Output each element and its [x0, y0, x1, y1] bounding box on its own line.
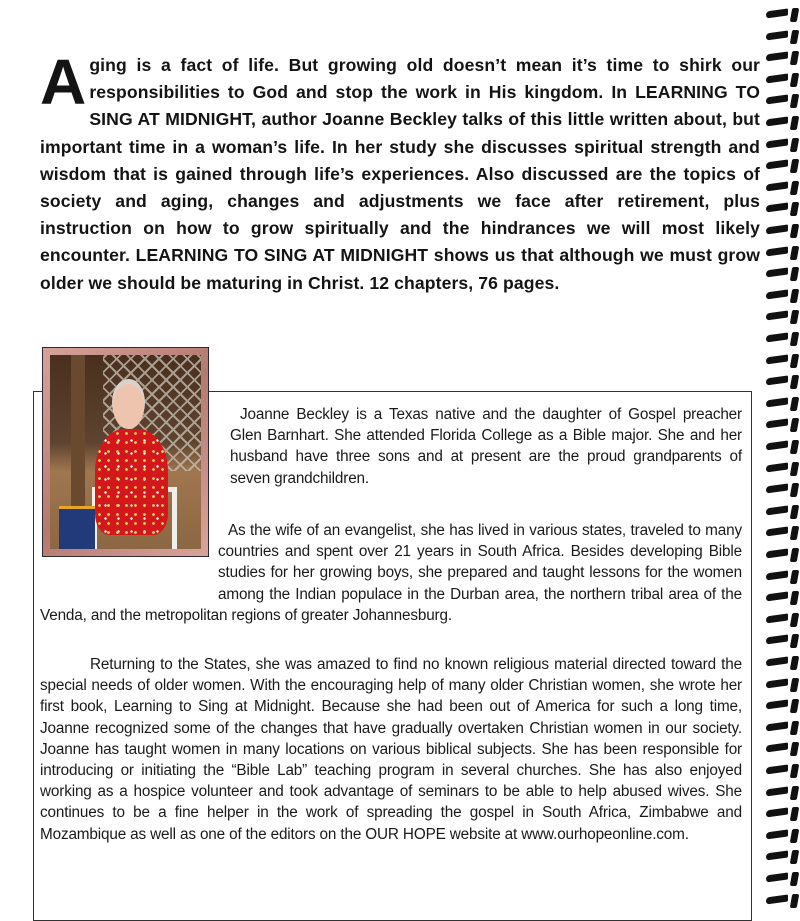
author-photo-image — [50, 355, 201, 549]
binding-coil — [766, 224, 798, 238]
bio-paragraph-1: Joanne Beckley is a Texas native and the daughter of Gospel preacher Glen Barnhart. She attended Florida College as a Bible major. She and her husband have three sons and at present are the proud grandparents of seven grandchildren. — [230, 406, 742, 487]
binding-coil — [766, 570, 798, 584]
binding-coil — [766, 202, 798, 216]
binding-coil — [766, 613, 798, 627]
binding-coil — [766, 872, 798, 886]
binding-coil — [766, 138, 798, 152]
spiral-binding — [764, 0, 800, 907]
bio-paragraph-2-text: As the wife of an evangelist, she has lived in various states, traveled to many countries and spent over 21 years in South Africa. Besides developing Bible studies for her growing boys, she prepared and taught lessons for the women among the Indian populace in the Durban area, the northern tribal area of the Venda, and the metropolitan regions of greater Johannesburg. — [40, 522, 742, 624]
binding-coil — [766, 51, 798, 65]
binding-coil — [766, 73, 798, 87]
binding-coil — [766, 807, 798, 821]
binding-coil — [766, 267, 798, 281]
binding-coil — [766, 505, 798, 519]
binding-coil — [766, 678, 798, 692]
binding-coil — [766, 591, 798, 605]
drop-cap: A — [40, 46, 87, 118]
binding-coil — [766, 634, 798, 648]
author-bio-3 — [40, 654, 742, 845]
binding-coil — [766, 462, 798, 476]
binding-coil — [766, 375, 798, 389]
binding-coil — [766, 354, 798, 368]
binding-coil — [766, 786, 798, 800]
binding-coil — [766, 8, 798, 22]
binding-coil — [766, 310, 798, 324]
binding-coil — [766, 418, 798, 432]
binding-coil — [766, 159, 798, 173]
book-description — [40, 46, 760, 297]
binding-coil — [766, 850, 798, 864]
binding-coil — [766, 483, 798, 497]
knitting-bag — [59, 506, 95, 549]
binding-coil — [766, 699, 798, 713]
author-photo — [42, 347, 209, 557]
binding-coil — [766, 116, 798, 130]
binding-coil — [766, 742, 798, 756]
binding-coil — [766, 181, 798, 195]
binding-coil — [766, 30, 798, 44]
binding-coil — [766, 440, 798, 454]
binding-coil — [766, 548, 798, 562]
bio-paragraph-3: Returning to the States, she was amazed to find no known religious material directed toward the special needs of older women. With the encouraging help of many older Christian women, she wrote her first book, Learning to Sing at Midnight. Because she had been out of America for such a long time, Joanne recognized some of the changes that have gradually overtaken Christian women in our society. Joanne has taught women in many locations on various biblical subjects. She has been responsible for introducing or initiating the “Bible Lab” teaching program in several churches. She has also enjoyed working as a hospice volunteer and took advantage of seminars to be able to help abused wives. She continues to be a fine helper in the work of spreading the gospel in South Africa, Zimbabwe and Mozambique as well as one of the editors on the OUR HOPE website at www.ourhopeonline.com. — [40, 656, 742, 843]
binding-coil — [766, 332, 798, 346]
binding-coil — [766, 94, 798, 108]
binding-coil — [766, 526, 798, 540]
binding-coil — [766, 894, 798, 908]
author-face — [113, 384, 143, 429]
red-dress — [95, 429, 167, 536]
binding-coil — [766, 246, 798, 260]
binding-coil — [766, 829, 798, 843]
porch-post — [71, 355, 85, 510]
binding-coil — [766, 764, 798, 778]
binding-coil — [766, 289, 798, 303]
description-text: ging is a fact of life. But growing old doesn’t mean it’s time to shirk our responsibilities to God and stop the work in His kingdom. In LEARNING TO SING AT MIDNIGHT, author Joanne Beckley talks of this little written about, but important time in a woman’s life. In her study she discusses spiritual strength and wisdom that is gained through life’s experiences. Also discussed are the topics of society and aging, changes and adjustments we face after retirement, plus instruction on how to grow spiritually and the hindrances we will most likely encounter. LEARNING TO SING AT MIDNIGHT shows us that although we must grow older we should be maturing in Christ. 12 chapters, 76 pages. — [40, 55, 760, 293]
binding-coil — [766, 397, 798, 411]
binding-coil — [766, 721, 798, 735]
binding-coil — [766, 656, 798, 670]
